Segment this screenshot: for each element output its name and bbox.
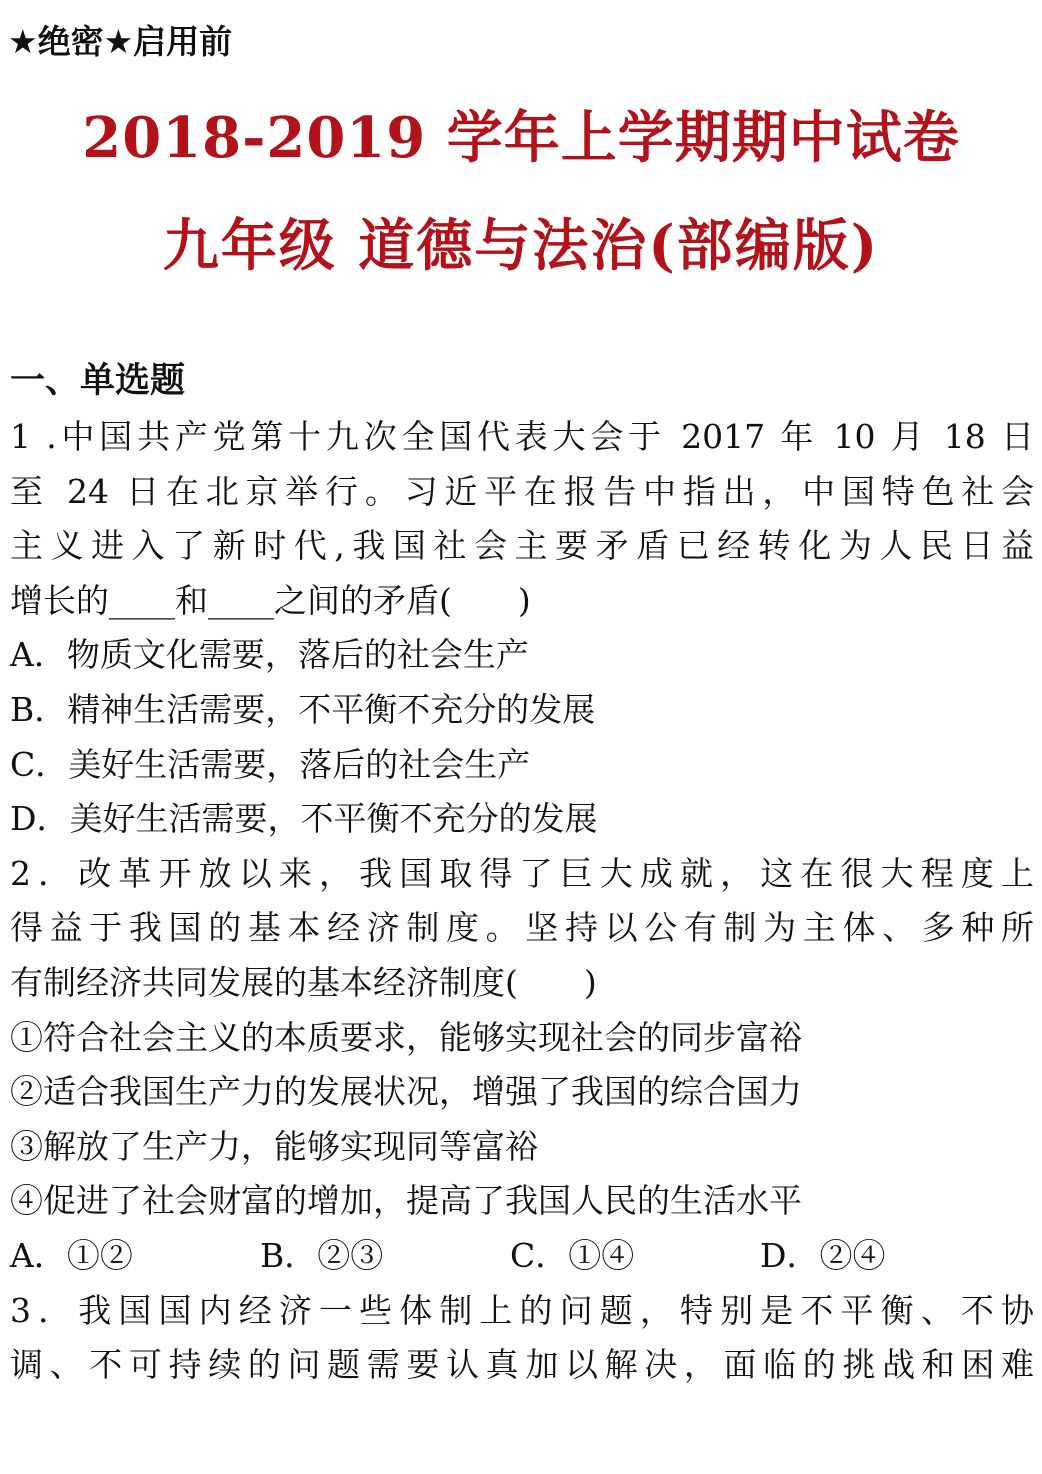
questions-content bbox=[10, 410, 1034, 1393]
section-heading: 一、单选题 bbox=[10, 361, 186, 401]
q2-option-a: A．①② bbox=[10, 1235, 133, 1275]
q2-line-1: 2．改革开放以来，我国取得了巨大成就，这在很大程度上 bbox=[10, 853, 1034, 893]
q1-line-3: 主义进入了新时代,我国社会主要矛盾已经转化为人民日益 bbox=[10, 526, 1034, 566]
q2-statement-2: ②适合我国生产力的发展状况，增强了我国的综合国力 bbox=[10, 1072, 802, 1112]
q1-option-d: D．美好生活需要，不平衡不充分的发展 bbox=[10, 799, 598, 839]
q1-line-4: 增长的____和____之间的矛盾( ) bbox=[10, 580, 531, 620]
q3-line-2: 调、不可持续的问题需要认真加以解决，面临的挑战和困难 bbox=[10, 1345, 1034, 1385]
q3-line-1: 3．我国国内经济一些体制上的问题，特别是不平衡、不协 bbox=[10, 1290, 1034, 1330]
q2-line-2: 得益于我国的基本经济制度。坚持以公有制为主体、多种所 bbox=[10, 908, 1034, 948]
q2-options-row bbox=[10, 1229, 1034, 1284]
q1-line-2: 至 24 日在北京举行。习近平在报告中指出，中国特色社会 bbox=[10, 471, 1034, 511]
q2-option-b: B．②③ bbox=[260, 1235, 384, 1275]
confidential-label: ★绝密★启用前 bbox=[8, 22, 233, 61]
q1-line-1: 1 .中国共产党第十九次全国代表大会于 2017 年 10 月 18 日 bbox=[10, 417, 1034, 456]
q2-line-3: 有制经济共同发展的基本经济制度( ) bbox=[10, 962, 597, 1002]
exam-title: 2018-2019 学年上学期期中试卷 bbox=[82, 105, 960, 171]
exam-subtitle: 九年级 道德与法治(部编版) bbox=[162, 213, 880, 279]
q2-statement-4: ④促进了社会财富的增加，提高了我国人民的生活水平 bbox=[10, 1181, 802, 1221]
q1-option-a: A．物质文化需要，落后的社会生产 bbox=[10, 635, 529, 675]
q2-option-d: D．②④ bbox=[760, 1235, 886, 1275]
q1-option-b: B．精神生活需要，不平衡不充分的发展 bbox=[10, 689, 596, 729]
q2-statement-1: ①符合社会主义的本质要求，能够实现社会的同步富裕 bbox=[10, 1017, 802, 1057]
q2-statement-3: ③解放了生产力，能够实现同等富裕 bbox=[10, 1126, 538, 1166]
q2-option-c: C．①④ bbox=[510, 1235, 635, 1275]
q1-option-c: C．美好生活需要，落后的社会生产 bbox=[10, 744, 531, 784]
